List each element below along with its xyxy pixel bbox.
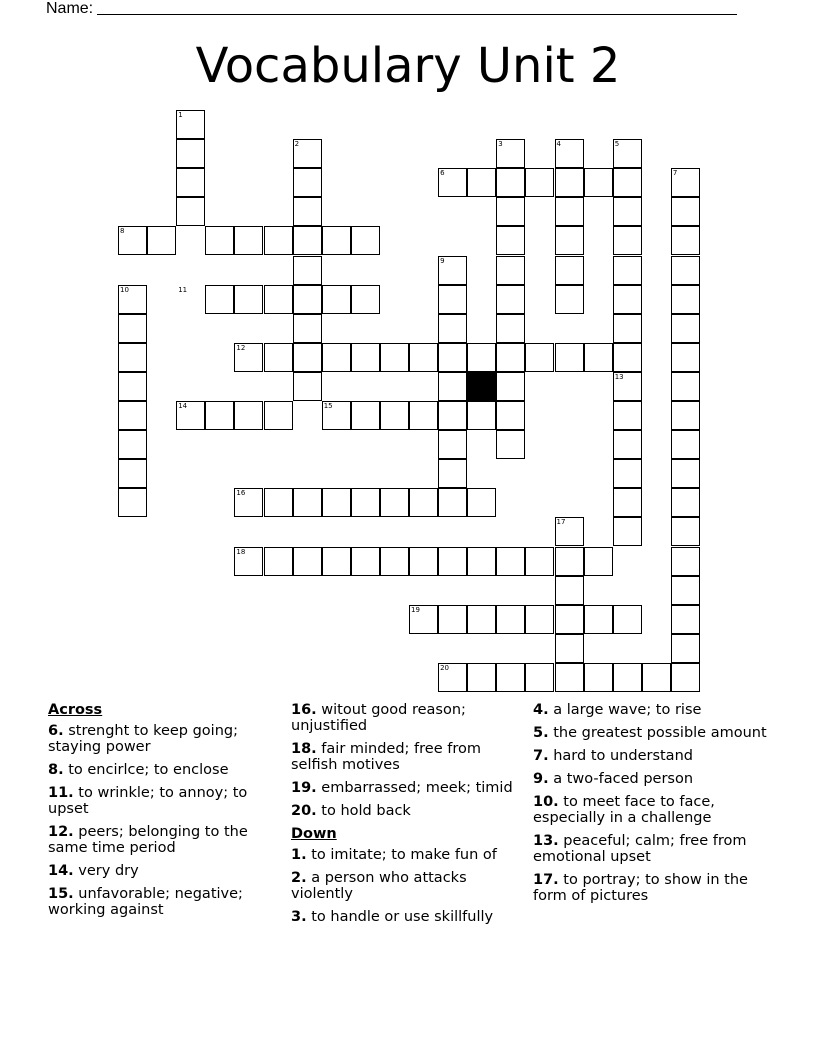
grid-cell[interactable] <box>555 256 584 285</box>
grid-cell[interactable] <box>438 459 467 488</box>
clue-number-label: 15. <box>48 886 74 902</box>
grid-cell[interactable] <box>409 488 438 517</box>
clue-number-label: 12. <box>48 824 74 840</box>
clue <box>533 794 773 826</box>
grid-cell[interactable] <box>555 663 584 692</box>
grid-cell[interactable] <box>293 168 322 197</box>
grid-cell[interactable] <box>584 343 613 372</box>
grid-cell[interactable] <box>380 488 409 517</box>
clue-text: a two-faced person <box>553 771 694 787</box>
grid-cell[interactable] <box>467 605 496 634</box>
grid-cell[interactable] <box>613 605 642 634</box>
grid-cell[interactable] <box>496 256 525 285</box>
puzzle-title: Vocabulary Unit 2 <box>195 38 621 94</box>
clue-number: 10 <box>120 285 129 294</box>
grid-cell[interactable] <box>496 285 525 314</box>
clue-number-label: 18. <box>291 741 317 757</box>
clue-text: a person who attacks violently <box>291 870 467 902</box>
clue-text: peaceful; calm; free from emotional upset <box>533 833 747 865</box>
grid-cell[interactable] <box>671 605 700 634</box>
across-header: Across <box>48 702 103 718</box>
grid-cell[interactable] <box>671 576 700 605</box>
grid-cell[interactable] <box>264 488 293 517</box>
grid-cell[interactable] <box>118 488 147 517</box>
clue <box>291 702 531 734</box>
clue-text: to meet face to face, especially in a challenge <box>533 794 715 826</box>
grid-cell[interactable] <box>671 634 700 663</box>
grid-cell[interactable] <box>293 285 322 314</box>
grid-cell[interactable] <box>496 168 525 197</box>
grid-cell[interactable] <box>496 343 525 372</box>
clue <box>533 702 773 718</box>
grid-cell[interactable] <box>118 343 147 372</box>
black-square <box>467 372 496 401</box>
grid-cell[interactable] <box>496 314 525 343</box>
grid-cell[interactable] <box>351 488 380 517</box>
clues-column-1 <box>48 702 288 925</box>
grid-cell[interactable] <box>205 401 234 430</box>
grid-cell[interactable] <box>205 226 234 255</box>
grid-cell[interactable] <box>671 197 700 226</box>
clue-number: 17 <box>556 518 566 527</box>
clue-number: 12 <box>236 343 246 352</box>
clue-number: 2 <box>294 140 300 149</box>
grid-cell[interactable] <box>613 663 642 692</box>
clue-number-label: 20. <box>291 803 317 819</box>
grid-cell[interactable] <box>118 314 147 343</box>
clue-text: to portray; to show in the form of pictures <box>533 872 748 904</box>
clue-number-label: 16. <box>291 702 317 718</box>
grid-cell[interactable] <box>467 663 496 692</box>
grid-cell[interactable] <box>409 401 438 430</box>
grid-cell[interactable] <box>584 547 613 576</box>
grid-cell[interactable] <box>205 285 234 314</box>
clue-text: embarrassed; meek; timid <box>321 780 513 796</box>
grid-cell[interactable] <box>409 547 438 576</box>
grid-cell[interactable] <box>496 372 525 401</box>
clue <box>291 741 531 773</box>
grid-cell[interactable] <box>293 343 322 372</box>
clue-number: 13 <box>614 372 624 381</box>
clue-text: to imitate; to make fun of <box>311 847 497 863</box>
clue <box>291 803 531 819</box>
grid-cell[interactable] <box>671 663 700 692</box>
clue-text: the greatest possible amount <box>553 725 767 741</box>
grid-cell[interactable] <box>671 343 700 372</box>
clue <box>48 762 288 778</box>
grid-cell[interactable] <box>438 285 467 314</box>
grid-cell[interactable] <box>496 547 525 576</box>
clue-text: to wrinkle; to annoy; to upset <box>48 785 248 817</box>
grid-cell[interactable] <box>351 285 380 314</box>
grid-cell[interactable] <box>613 459 642 488</box>
grid-cell[interactable] <box>467 488 496 517</box>
grid-cell[interactable] <box>264 547 293 576</box>
grid-cell[interactable] <box>613 168 642 197</box>
grid-cell[interactable] <box>176 139 205 168</box>
grid-cell[interactable] <box>438 430 467 459</box>
grid-cell[interactable] <box>496 401 525 430</box>
grid-cell[interactable] <box>555 168 584 197</box>
clue-text: unfavorable; negative; working against <box>48 886 243 918</box>
grid-cell[interactable] <box>613 256 642 285</box>
grid-cell[interactable] <box>613 226 642 255</box>
clues-column-2 <box>291 702 531 932</box>
grid-cell[interactable] <box>584 168 613 197</box>
grid-cell[interactable] <box>234 285 263 314</box>
grid-cell[interactable] <box>613 430 642 459</box>
grid-cell[interactable] <box>176 168 205 197</box>
grid-cell[interactable] <box>671 314 700 343</box>
grid-cell[interactable] <box>264 285 293 314</box>
grid-cell[interactable] <box>293 314 322 343</box>
grid-cell[interactable] <box>438 488 467 517</box>
grid-cell[interactable] <box>671 459 700 488</box>
clue-number-label: 5. <box>533 725 549 741</box>
grid-cell[interactable] <box>496 605 525 634</box>
grid-cell[interactable] <box>380 401 409 430</box>
grid-cell[interactable] <box>525 343 554 372</box>
grid-cell[interactable] <box>322 547 351 576</box>
grid-cell[interactable] <box>555 547 584 576</box>
grid-cell[interactable] <box>525 547 554 576</box>
grid-cell[interactable] <box>671 226 700 255</box>
grid-cell[interactable] <box>671 401 700 430</box>
clue <box>48 723 288 755</box>
clue-number-label: 17. <box>533 872 559 888</box>
grid-cell[interactable] <box>118 401 147 430</box>
grid-cell[interactable] <box>671 285 700 314</box>
grid-cell[interactable] <box>409 343 438 372</box>
clue <box>291 909 531 925</box>
clue-number-label: 8. <box>48 762 64 778</box>
clue-number-label: 7. <box>533 748 549 764</box>
clue-number-label: 6. <box>48 723 64 739</box>
grid-cell[interactable] <box>438 547 467 576</box>
clue <box>291 870 531 902</box>
clue-text: to handle or use skillfully <box>311 909 494 925</box>
clue-number-label: 9. <box>533 771 549 787</box>
grid-cell[interactable] <box>322 343 351 372</box>
name-label: Name: <box>46 0 94 17</box>
grid-cell[interactable] <box>613 343 642 372</box>
clue-text: peers; belonging to the same time period <box>48 824 248 856</box>
clue-text: hard to understand <box>553 748 693 764</box>
grid-cell[interactable] <box>351 343 380 372</box>
grid-cell[interactable] <box>671 256 700 285</box>
clue <box>48 824 288 856</box>
clue-text: very dry <box>78 863 139 879</box>
clue-number-label: 2. <box>291 870 307 886</box>
grid-cell[interactable] <box>496 226 525 255</box>
grid-cell[interactable] <box>293 547 322 576</box>
grid-cell[interactable] <box>293 226 322 255</box>
clue <box>533 771 773 787</box>
grid-cell[interactable] <box>438 605 467 634</box>
grid-cell[interactable] <box>613 488 642 517</box>
grid-cell[interactable] <box>293 256 322 285</box>
grid-cell[interactable] <box>496 663 525 692</box>
clue-number-label: 14. <box>48 863 74 879</box>
clue-number: 6 <box>440 169 445 178</box>
down-header: Down <box>291 826 337 842</box>
clue-number-label: 13. <box>533 833 559 849</box>
clue-number-label: 3. <box>291 909 307 925</box>
grid-cell[interactable] <box>525 605 554 634</box>
grid-cell[interactable] <box>322 226 351 255</box>
clue-text: to hold back <box>321 803 411 819</box>
clue <box>533 725 773 741</box>
clue <box>533 833 773 865</box>
clue-number: 1 <box>178 111 183 119</box>
grid-cell[interactable] <box>525 663 554 692</box>
clue <box>291 780 531 796</box>
grid-cell[interactable] <box>555 285 584 314</box>
grid-cell[interactable] <box>264 401 293 430</box>
clue-text: to encirlce; to enclose <box>68 762 229 778</box>
grid-cell[interactable] <box>584 663 613 692</box>
clue-number: 18 <box>236 547 246 556</box>
clue-number-label: 10. <box>533 794 559 810</box>
grid-cell[interactable] <box>467 168 496 197</box>
clue-number: 8 <box>120 227 125 236</box>
grid-cell[interactable] <box>351 226 380 255</box>
clue-number: 14 <box>178 402 188 410</box>
grid-cell[interactable] <box>438 343 467 372</box>
clue-number-label: 11. <box>48 785 74 801</box>
grid-cell[interactable] <box>380 547 409 576</box>
clue <box>48 886 288 918</box>
clue <box>533 748 773 764</box>
grid-cell[interactable] <box>467 401 496 430</box>
grid-cell[interactable] <box>613 285 642 314</box>
clue-number: 20 <box>440 663 450 672</box>
grid-cell[interactable] <box>234 401 263 430</box>
clue <box>533 872 773 904</box>
clue-text: witout good reason; unjustified <box>291 702 466 734</box>
grid-cell[interactable] <box>613 517 642 546</box>
grid-cell[interactable] <box>322 285 351 314</box>
grid-cell[interactable] <box>351 547 380 576</box>
clue <box>48 863 288 879</box>
clue-number: 16 <box>236 489 246 498</box>
grid-cell[interactable] <box>293 197 322 226</box>
clue <box>48 785 288 817</box>
grid-cell[interactable] <box>322 488 351 517</box>
grid-cell[interactable] <box>671 430 700 459</box>
clues-column-3 <box>533 702 773 911</box>
clue-text: a large wave; to rise <box>553 702 702 718</box>
grid-cell[interactable] <box>293 488 322 517</box>
grid-cell[interactable] <box>293 372 322 401</box>
clue-number: 3 <box>498 140 503 149</box>
clue-number: 5 <box>614 140 620 149</box>
grid-cell[interactable] <box>555 343 584 372</box>
clue-number: 15 <box>323 402 333 410</box>
grid-cell[interactable] <box>555 576 584 605</box>
grid-cell[interactable] <box>118 459 147 488</box>
grid-cell[interactable] <box>613 401 642 430</box>
clue-number: 7 <box>672 169 678 178</box>
grid-cell[interactable] <box>613 314 642 343</box>
clue-number: 19 <box>411 605 420 614</box>
grid-cell[interactable] <box>264 226 293 255</box>
grid-cell[interactable] <box>351 401 380 430</box>
grid-cell[interactable] <box>671 488 700 517</box>
grid-cell[interactable] <box>642 663 671 692</box>
grid-cell[interactable] <box>671 372 700 401</box>
clue-text: strenght to keep going; staying power <box>48 723 238 755</box>
grid-cell[interactable] <box>584 605 613 634</box>
grid-cell[interactable] <box>176 197 205 226</box>
clue-text: fair minded; free from selfish motives <box>291 741 481 773</box>
clue-number-label: 1. <box>291 847 307 863</box>
clue-number: 4 <box>556 140 561 149</box>
grid-cell[interactable] <box>671 547 700 576</box>
grid-cell[interactable] <box>467 547 496 576</box>
clue-number-label: 4. <box>533 702 549 718</box>
grid-cell[interactable] <box>555 197 584 226</box>
grid-cell[interactable] <box>438 401 467 430</box>
grid-cell[interactable] <box>438 314 467 343</box>
grid-cell[interactable] <box>555 605 584 634</box>
grid-cell[interactable] <box>613 197 642 226</box>
clue <box>291 847 531 863</box>
grid-cell[interactable] <box>264 343 293 372</box>
grid-cell[interactable] <box>380 343 409 372</box>
grid-cell[interactable] <box>118 430 147 459</box>
grid-cell[interactable] <box>147 226 176 255</box>
clue-number: 11 <box>178 285 188 294</box>
grid-cell[interactable] <box>234 226 263 255</box>
clue-number-label: 19. <box>291 780 317 796</box>
clue-number: 9 <box>440 256 445 265</box>
grid-cell[interactable] <box>555 226 584 255</box>
grid-cell[interactable] <box>496 430 525 459</box>
grid-cell[interactable] <box>118 372 147 401</box>
grid-cell[interactable] <box>671 517 700 546</box>
grid-cell[interactable] <box>438 372 467 401</box>
grid-cell[interactable] <box>467 343 496 372</box>
grid-cell[interactable] <box>555 634 584 663</box>
grid-cell[interactable] <box>496 197 525 226</box>
grid-cell[interactable] <box>525 168 554 197</box>
